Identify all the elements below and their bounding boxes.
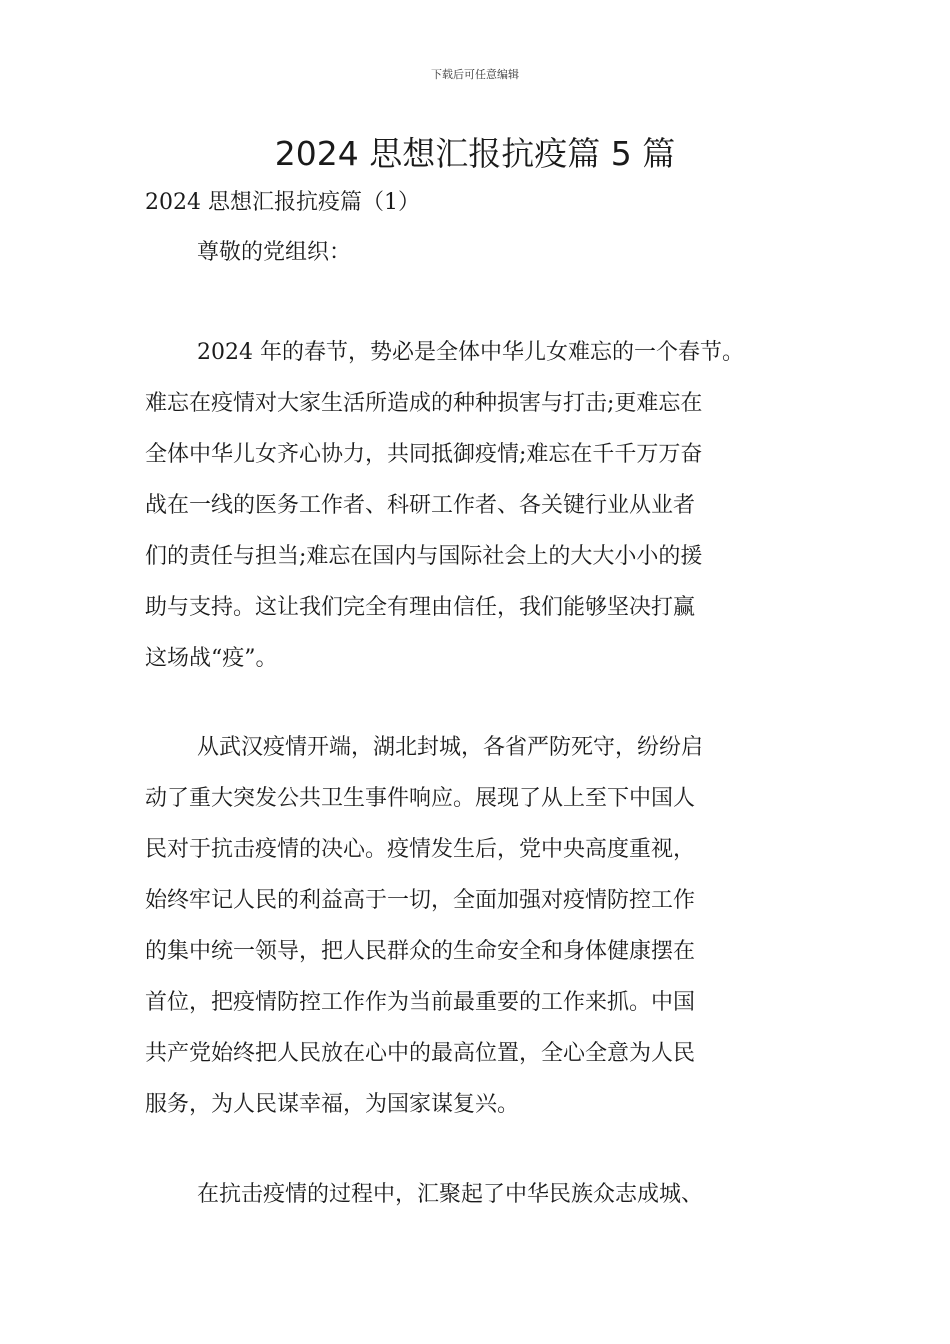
section-subtitle: 2024 思想汇报抗疫篇（1） [145,190,420,215]
paragraph-line: 共产党始终把人民放在心中的最高位置，全心全意为人民 [145,1041,696,1066]
salutation: 尊敬的党组织： [197,240,352,265]
paragraph-line: 在抗击疫情的过程中，汇聚起了中华民族众志成城、 [197,1182,704,1207]
paragraph-line: 助与支持。这让我们完全有理由信任，我们能够坚决打赢 [145,595,696,620]
document-title: 2024 思想汇报抗疫篇 5 篇 [274,134,676,173]
paragraph-line: 动了重大突发公共卫生事件响应。展现了从上至下中国人 [145,786,696,811]
paragraph-1 [145,327,810,684]
paragraph-line: 难忘在疫情对大家生活所造成的种种损害与打击;更难忘在 [145,391,703,416]
paragraph-line: 服务，为人民谋幸福，为国家谋复兴。 [145,1092,520,1117]
paragraph-3 [145,1169,810,1220]
paragraph-line: 2024 年的春节，势必是全体中华儿女难忘的一个春节。 [197,340,744,365]
paragraph-line: 战在一线的医务工作者、科研工作者、各关键行业从业者 [145,493,696,518]
paragraph-line: 的集中统一领导，把人民群众的生命安全和身体健康摆在 [145,939,696,964]
paragraph-2 [145,722,810,1130]
paragraph-line: 全体中华儿女齐心协力，共同抵御疫情;难忘在千千万万奋 [145,442,703,467]
paragraph-line: 民对于抗击疫情的决心。疫情发生后，党中央高度重视， [145,837,696,862]
paragraph-line: 这场战“疫”。 [145,646,278,671]
paragraph-line: 从武汉疫情开端，湖北封城，各省严防死守，纷纷启 [197,735,704,760]
paragraph-line: 首位，把疫情防控工作作为当前最重要的工作来抓。中国 [145,990,696,1015]
paragraph-line: 们的责任与担当;难忘在国内与国际社会上的大大小小的援 [145,544,703,569]
header-note: 下载后可任意编辑 [431,68,519,81]
paragraph-line: 始终牢记人民的利益高于一切，全面加强对疫情防控工作 [145,888,696,913]
